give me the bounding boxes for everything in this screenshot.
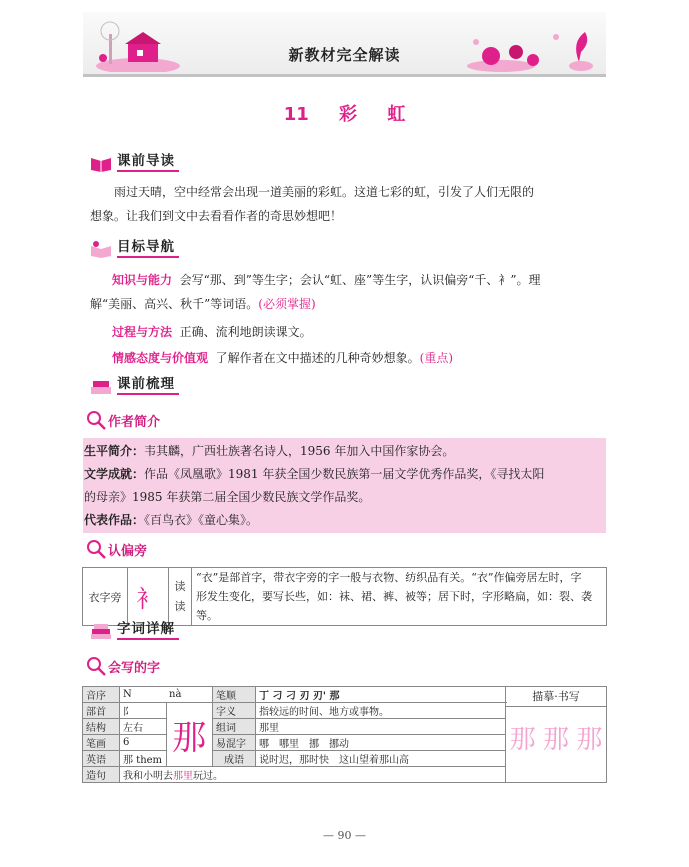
sentence-label: 造句 [83, 767, 120, 783]
practice-label: 描摹·书写 [506, 687, 606, 707]
page-number: — 90 — [323, 829, 366, 842]
section-heading: 目标导航 [117, 235, 179, 258]
intro-text: 韦其麟，广西壮族著名诗人，1956 年加入中国作家协会。 [144, 444, 455, 458]
knowledge-label: 知识与能力 [112, 273, 173, 287]
page-header [83, 12, 606, 77]
words-value: 那里 [256, 719, 506, 735]
preview-text [90, 180, 610, 228]
meaning-label: 字义 [213, 703, 256, 719]
lesson-title-char-2: 虹 [387, 104, 406, 125]
lesson-number: 11 [283, 104, 309, 125]
subsection-author [86, 410, 160, 430]
emotion-label: 情感态度与价值观 [112, 351, 209, 365]
flower-illustration [461, 22, 601, 74]
section-heading: 课前梳理 [117, 372, 179, 395]
english-value: 那 them [120, 751, 167, 767]
radical-text-1: “衣”是部首字，带衣字旁的字一般与衣物、纺织品有关。“衣”作偏旁居左时，字 [196, 571, 582, 584]
achievement-text-1: 作品《凤凰歌》1981 年获全国少数民族第一届文学优秀作品奖，《寻找太阳 [144, 467, 545, 481]
subsection-write [86, 656, 160, 676]
knowledge-text-2: 解“美丽、高兴、秋千”等词语。 [90, 297, 259, 311]
section-preview [90, 150, 179, 172]
idiom-label: 成语 [213, 751, 256, 767]
subsection-heading: 认偏旁 [108, 543, 148, 559]
preview-line-2: 想象。让我们到文中去看看作者的奇思妙想吧！ [90, 209, 343, 223]
structure-label: 结构 [83, 719, 120, 735]
stacked-books-icon [90, 622, 112, 640]
confusable-label: 易混字 [213, 735, 256, 751]
lesson-title [0, 100, 689, 126]
knowledge-text-1: 会写“那、到”等生字；会认“虹、座”等生字，认识偏旁“千、衤”。理 [179, 273, 541, 287]
subsection-heading: 作者简介 [108, 414, 161, 430]
stroke-count-value: 6 [120, 735, 167, 751]
radical-text-2: 形发生变化，要写长些，如：袜、裙、裤、被等；居下时，字形略扁，如：裂、袭等。 [196, 590, 592, 622]
magnifier-icon [86, 410, 106, 430]
section-heading: 字词详解 [117, 617, 179, 640]
open-book-icon [90, 240, 112, 258]
stroke-order: 丁 刁 刁 刃 刃' 那 [256, 687, 506, 703]
trace-char[interactable]: 那 [509, 725, 536, 755]
radical-value: 阝 [120, 703, 167, 719]
read-label: 读 [174, 579, 186, 593]
pinyin-letter: N [120, 687, 167, 703]
process-text: 正确、流利地朗读课文。 [179, 325, 312, 339]
section-goals [90, 236, 179, 258]
emotion-text: 了解作者在文中描述的几种奇妙想象。 [215, 351, 420, 365]
section-sorting [90, 373, 179, 395]
header-title: 新教材完全解读 [288, 46, 401, 64]
stroke-order-label: 笔顺 [213, 687, 256, 703]
pinyin-label: 音序 [83, 687, 120, 703]
structure-value: 左右 [120, 719, 167, 735]
idiom-value: 说时迟，那时快 这山望着那山高 [256, 751, 506, 767]
subsection-heading: 会写的字 [108, 660, 161, 676]
lesson-title-char-1: 彩 [339, 104, 358, 125]
magnifier-icon [86, 656, 106, 676]
subsection-radical [86, 539, 147, 559]
works-text: 《百鸟衣》《童心集》。 [144, 513, 259, 527]
trace-char[interactable]: 那 [576, 725, 603, 755]
works-label: 代表作品： [84, 513, 145, 527]
stroke-count-label: 笔画 [83, 735, 120, 751]
english-label: 英语 [83, 751, 120, 767]
books-icon [90, 377, 112, 395]
emotion-note: (重点) [419, 351, 454, 365]
read-label: 读 [174, 599, 186, 613]
author-box [83, 438, 606, 533]
book-icon [90, 154, 112, 172]
achievement-label: 文学成就： [84, 467, 145, 481]
trace-char[interactable]: 那 [542, 725, 569, 755]
radical-glyph: 衤 [128, 568, 169, 626]
sentence-post: 玩过。 [193, 771, 223, 782]
character-table [82, 686, 607, 783]
meaning-value: 指较远的时间、地方或事物。 [256, 703, 506, 719]
goals-text [90, 268, 610, 370]
big-character: 那 [166, 703, 213, 767]
sentence-pre: 我和小明去 [123, 771, 173, 782]
words-label: 组词 [213, 719, 256, 735]
magnifier-icon [86, 539, 106, 559]
achievement-text-2: 的母亲》1985 年获第二届全国少数民族文学作品奖。 [84, 490, 371, 504]
radical-label: 部首 [83, 703, 120, 719]
confusable-value: 哪 哪里 挪 挪动 [256, 735, 506, 751]
pinyin: nà [166, 687, 213, 703]
knowledge-note: (必须掌握) [258, 297, 316, 311]
process-label: 过程与方法 [112, 325, 173, 339]
sentence-highlight: 那里 [173, 771, 193, 782]
section-heading: 课前导读 [117, 149, 179, 172]
intro-label: 生平简介： [84, 444, 145, 458]
radical-name: 衣字旁 [83, 568, 128, 626]
preview-line-1: 雨过天晴，空中经常会出现一道美丽的彩虹。这道七彩的虹，引发了人们无限的 [114, 185, 535, 199]
section-vocab [90, 618, 179, 640]
